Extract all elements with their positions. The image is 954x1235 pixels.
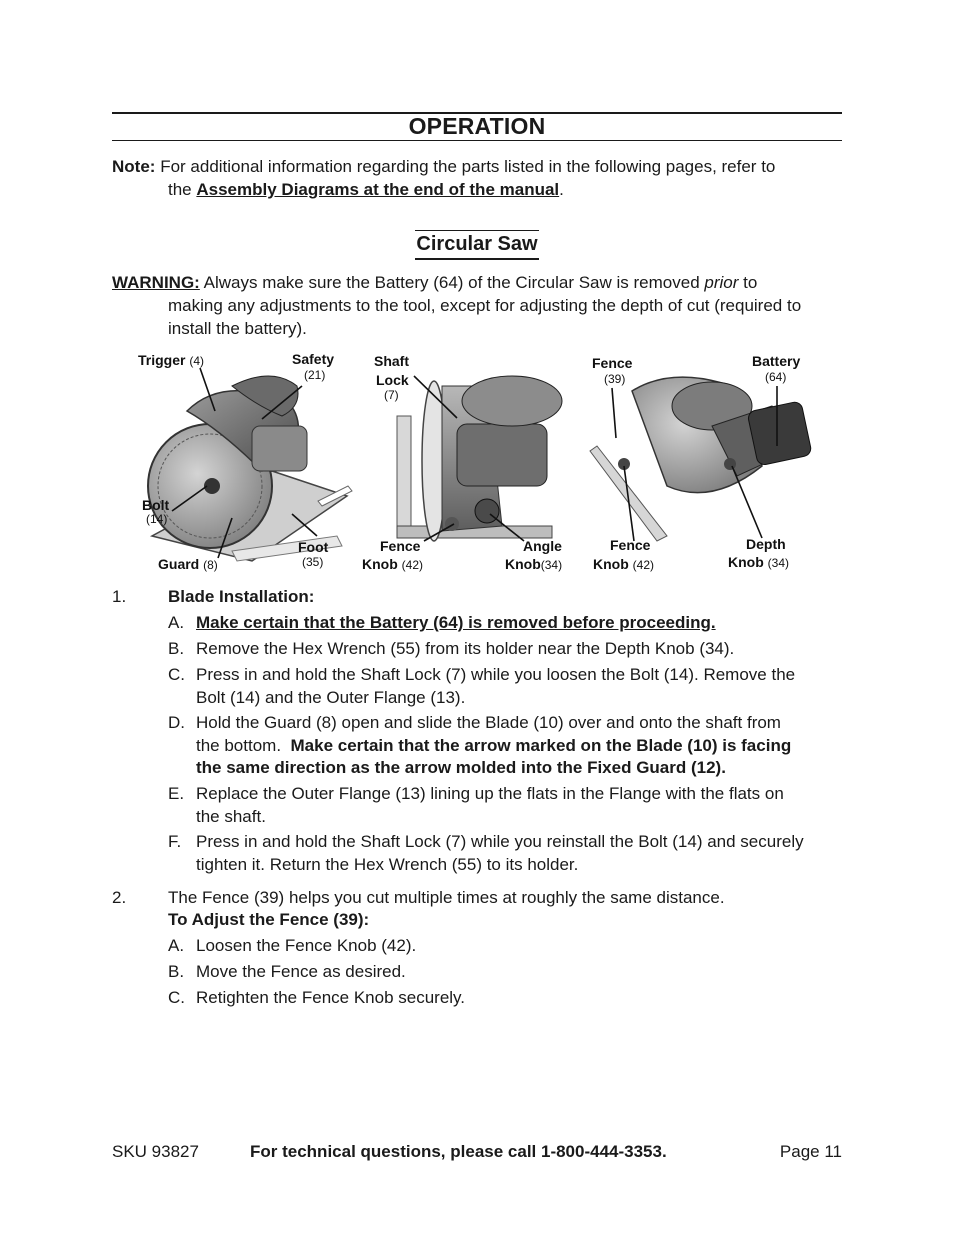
photo2-fence-knob xyxy=(445,517,459,531)
note-text-post: . xyxy=(559,180,564,199)
photo2-angle-knob xyxy=(475,499,499,523)
note-text-pre: the xyxy=(168,180,192,199)
label-shaft: Shaft xyxy=(374,353,409,369)
step-1c-line-2: Bolt (14) and the Outer Flange (13). xyxy=(196,687,466,707)
label-knob-a: Knob (42) xyxy=(362,556,423,572)
footer-page-number: Page 11 xyxy=(779,1142,842,1161)
step-2-intro: The Fence (39) helps you cut multiple times at roughly the same distance. xyxy=(168,888,725,907)
label-bolt: Bolt xyxy=(142,497,170,513)
label-fence-knob-c: Fence xyxy=(610,537,651,553)
label-angle: Angle xyxy=(523,538,562,554)
label-bolt-num: (14) xyxy=(146,512,168,526)
label-fence-num: (39) xyxy=(604,372,626,386)
label-foot-num: (35) xyxy=(302,555,324,569)
section-heading: Circular Saw xyxy=(415,230,538,260)
warning-line-1 xyxy=(112,272,852,295)
header-rule-bottom xyxy=(112,140,842,141)
label-knob-d: Knob (34) xyxy=(728,554,789,570)
step-1f: F. Press in and hold the Shaft Lock (7) while you reinstall the Bolt (14) and securely tighten it. Return the Hex Wrench (55) to its holder. xyxy=(168,831,848,877)
note-line-1 xyxy=(112,156,852,179)
label-fence-knob-a: Fence xyxy=(380,538,421,554)
warning-text-1: Always make sure the Battery (64) of the Circular Saw is removed xyxy=(203,273,700,292)
note-text: For additional information regarding the parts listed in the following pages, refer to xyxy=(160,157,776,176)
photo3-leader-fence xyxy=(612,388,616,438)
footer-sku: SKU 93827 xyxy=(112,1142,199,1161)
label-foot: Foot xyxy=(298,539,329,555)
step-1e-line-2: the shaft. xyxy=(196,806,266,826)
label-knob-c: Knob (42) xyxy=(593,556,654,572)
step-1e-line-1: Replace the Outer Flange (13) lining up the flats in the Flange with the flats on xyxy=(196,784,784,803)
step-1c: C. Press in and hold the Shaft Lock (7) while you loosen the Bolt (14). Remove the Bolt (14) and the Outer Flange (13). xyxy=(168,664,848,710)
label-guard: Guard (8) xyxy=(158,556,218,572)
photo3-battery xyxy=(747,401,812,466)
label-battery: Battery xyxy=(752,353,801,369)
photo3-depth-knob xyxy=(724,458,736,470)
warning-line-2: making any adjustments to the tool, except for adjusting the depth of cut (required to xyxy=(168,296,802,315)
photo-2-saw-front-view xyxy=(397,376,562,541)
step-1f-line-2: tighten it. Return the Hex Wrench (55) to its holder. xyxy=(196,854,579,874)
warning-emphasis: prior xyxy=(704,273,739,292)
assembly-diagrams-link[interactable]: Assembly Diagrams at the end of the manual xyxy=(196,180,560,199)
photo2-handle xyxy=(462,376,562,426)
step-1d-line-3: the same direction as the arrow molded into the Fixed Guard (12). xyxy=(196,758,726,777)
warning-text-1b: to xyxy=(743,273,758,292)
step-2-title: To Adjust the Fence (39): xyxy=(168,910,370,929)
label-fence: Fence xyxy=(592,355,633,371)
step-1d: D. Hold the Guard (8) open and slide the Blade (10) over and onto the shaft from the bottom. Make certain that the arrow marked on the Blade (10) is facing the same direction as the arrow molded into the Fixed Guard (12). xyxy=(168,712,848,782)
note-label: Note: xyxy=(112,157,156,176)
label-depth: Depth xyxy=(746,536,786,552)
step-2-number: 2. xyxy=(112,888,127,907)
step-1d-line-1: Hold the Guard (8) open and slide the Blade (10) over and onto the shaft from xyxy=(196,713,781,732)
step-1d-line-2: the bottom. Make certain that the arrow marked on the Blade (10) is facing xyxy=(196,735,792,755)
page-title: OPERATION xyxy=(408,113,546,139)
note-line-2 xyxy=(168,179,848,202)
label-safety: Safety xyxy=(292,351,335,367)
step-1e: E. Replace the Outer Flange (13) lining up the flats in the Flange with the flats on the shaft. xyxy=(168,783,848,829)
label-lock: Lock xyxy=(376,372,409,388)
step-1c-line-1: Press in and hold the Shaft Lock (7) while you loosen the Bolt (14). Remove the xyxy=(196,665,796,684)
step-1-number: 1. xyxy=(112,587,127,606)
footer-help-phone: For technical questions, please call 1-800-444-3353. xyxy=(250,1142,667,1161)
step-1-title: Blade Installation: xyxy=(168,587,315,606)
section-heading-wrap xyxy=(112,230,842,260)
label-safety-num: (21) xyxy=(304,368,326,382)
label-knob-b: Knob(34) xyxy=(505,556,563,572)
warning-label: WARNING: xyxy=(112,273,200,292)
photo-1-saw-side-view xyxy=(148,368,352,561)
saw-photos-figure xyxy=(112,346,842,582)
photo-3-saw-rear-view xyxy=(590,377,812,541)
label-trigger: Trigger (4) xyxy=(138,352,205,368)
warning-line-3: install the battery). xyxy=(168,319,307,338)
label-shaft-lock-num: (7) xyxy=(384,388,399,402)
photo2-fence-post xyxy=(397,416,411,536)
photo1-motor xyxy=(252,426,307,471)
photo2-motor xyxy=(457,424,547,486)
step-1f-line-1: Press in and hold the Shaft Lock (7) while you reinstall the Bolt (14) and securely xyxy=(196,832,804,851)
label-battery-num: (64) xyxy=(765,370,787,384)
saw-photos-svg xyxy=(112,346,842,582)
